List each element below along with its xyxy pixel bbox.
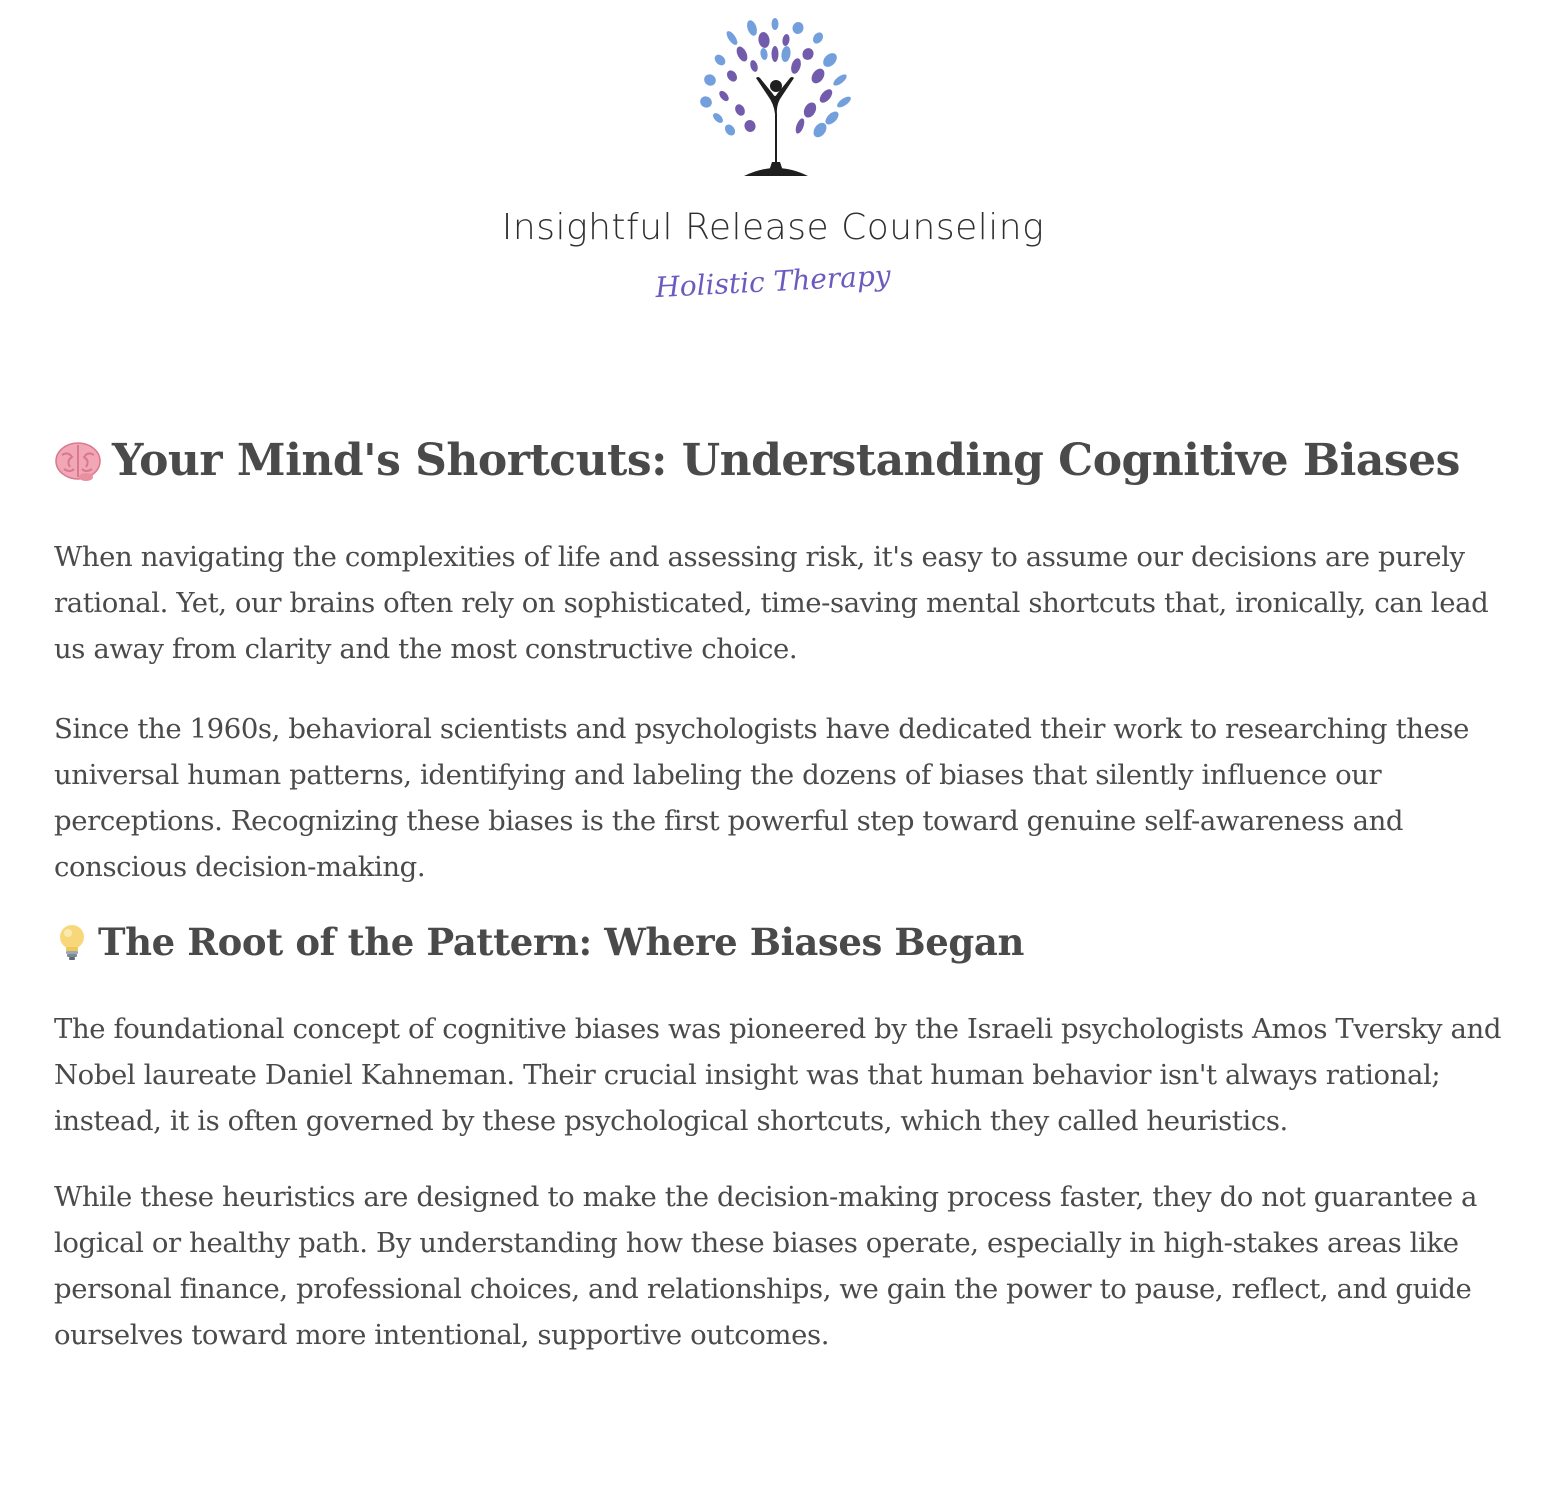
section-paragraph-1: The foundational concept of cognitive biases was pioneered by the Israeli psychologists Amos Tversky and Nobel laureate Daniel Kahneman. Their crucial insight was that human behavior isn't always rational; instead, it is often governed by these psychological shortcuts, which they called heuristics. [54,1013,1502,1137]
logo-leaf [711,111,724,124]
logo-leaf [780,45,791,62]
intro-paragraph-2: Since the 1960s, behavioral scientists and psychologists have dedicated their work to researching these universal human patterns, identifying and labeling the dozens of biases that silently influence our perceptions. Recognizing these biases is the first powerful step toward genuine self-awareness and conscious decision-making. [54,713,1470,883]
logo-leaf [760,48,769,61]
section-heading-text: The Root of the Pattern: Where Biases Began [98,920,1024,964]
lightbulb-icon [54,922,90,962]
logo-leaf [698,94,714,110]
logo-leaf [772,18,779,30]
brand-logo [0,0,1546,340]
logo-leaf [745,19,759,37]
logo-leaf [794,117,806,134]
logo-leaf [723,123,737,138]
logo-leaf [801,100,818,119]
brain-icon [54,439,102,483]
logo-leaf [725,29,740,46]
logo-leaf [782,34,791,47]
logo-leaf [772,46,779,62]
logo-leaf [832,72,849,87]
logo-leaf [800,46,815,62]
logo-leaf [789,57,802,75]
logo-leaf [743,118,757,133]
brand-tagline: Holistic Therapy [654,258,892,305]
tree-person-logo-icon [680,14,870,184]
article-title [54,430,1504,492]
section-paragraph-2: While these heuristics are designed to make the decision-making process faster, they do not guarantee a logical or healthy path. By understanding how these biases operate, especially in high-stakes areas like personal finance, professional choices, and relationships, we gain the power to pause, reflect, and guide ourselves toward more intentional, supportive outcomes. [54,1181,1478,1351]
logo-leaf [811,31,825,46]
intro-paragraph-1: When navigating the complexities of life and assessing risk, it's easy to assume our decisions are purely rational. Yet, our brains often rely on sophisticated, time-saving mental shortcuts that, ironically, can lead us away from clarity and the most constructive choice. [54,541,1489,665]
logo-leaf [725,69,739,84]
logo-leaf [817,87,834,105]
logo-leaf [702,72,718,88]
logo-leaf [823,109,841,127]
article [54,430,1504,1358]
logo-leaf [717,89,730,103]
logo-leaf [757,31,770,48]
logo-leaf [713,53,728,68]
logo-leaf [809,66,827,85]
logo-leaf [791,21,805,36]
logo-leaf [749,59,759,73]
logo-leaf [820,50,839,69]
logo-leaf [733,103,747,118]
article-title-text: Your Mind's Shortcuts: Understanding Cognitive Biases [112,435,1460,486]
logo-leaf [835,95,852,110]
section-heading [54,916,1504,968]
brand-name: Insightful Release Counseling [501,207,1045,248]
logo-leaf [734,45,749,63]
